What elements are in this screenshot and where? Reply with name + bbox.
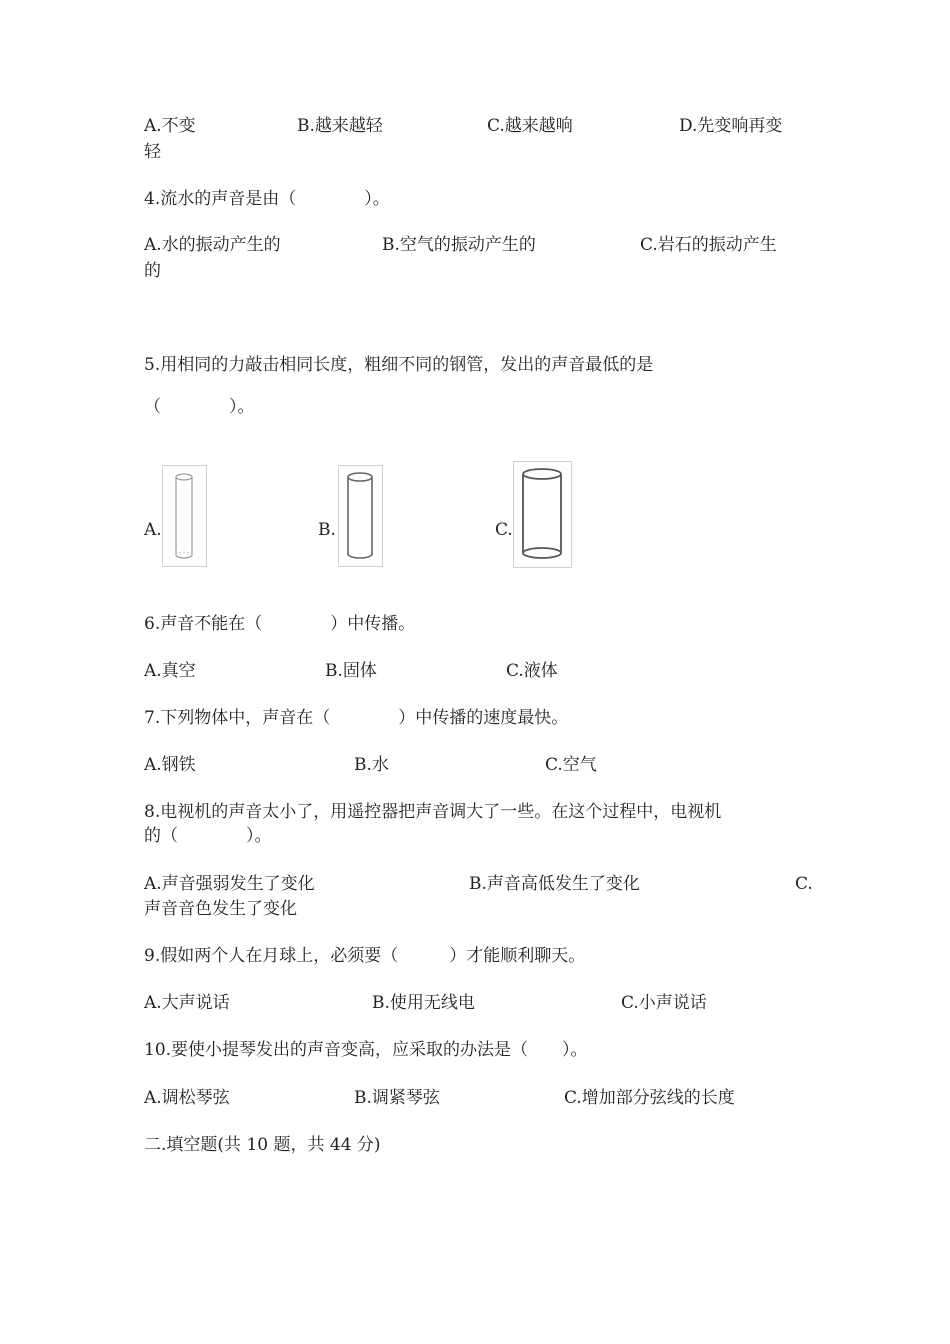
q5-option-b: B. — [318, 520, 336, 540]
section-title-fill-in: 二.填空题(共 10 题，共 44 分) — [144, 1135, 381, 1155]
q6-option-c: C.液体 — [506, 661, 558, 681]
q3-option-d-wrap: 轻 — [144, 142, 161, 162]
q5-stem: 5.用相同的力敲击相同长度，粗细不同的钢管，发出的声音最低的是 — [144, 355, 654, 375]
thin-pipe-icon — [162, 465, 207, 567]
q6-option-a: A.真空 — [144, 661, 196, 681]
q9-option-a: A.大声说话 — [144, 993, 230, 1013]
q10-option-b: B.调紧琴弦 — [354, 1088, 440, 1108]
thick-pipe-icon — [513, 461, 572, 568]
q10-stem: 10.要使小提琴发出的声音变高，应采取的办法是（ ）。 — [144, 1040, 588, 1060]
q8-option-b: B.声音高低发生了变化 — [469, 874, 640, 894]
q6-stem: 6.声音不能在（ ）中传播。 — [144, 614, 416, 634]
q8-option-a: A.声音强弱发生了变化 — [144, 874, 315, 894]
q6-option-b: B.固体 — [325, 661, 377, 681]
q7-option-a: A.钢铁 — [144, 755, 196, 775]
q8-option-c: C. — [795, 874, 813, 894]
q9-stem: 9.假如两个人在月球上，必须要（ ）才能顺利聊天。 — [144, 946, 586, 966]
q8-stem-continued: 的（ ）。 — [144, 826, 272, 846]
q4-option-c: C.岩石的振动产生 — [640, 235, 777, 255]
q8-option-c-wrap: 声音音色发生了变化 — [144, 899, 297, 919]
q9-option-c: C.小声说话 — [621, 993, 707, 1013]
q5-option-c: C. — [495, 520, 513, 540]
q4-option-a: A.水的振动产生的 — [144, 235, 281, 255]
q3-option-c: C.越来越响 — [487, 116, 573, 136]
q4-option-b: B.空气的振动产生的 — [382, 235, 536, 255]
q3-option-d: D.先变响再变 — [679, 116, 783, 136]
q3-option-b: B.越来越轻 — [297, 116, 383, 136]
q3-option-a: A.不变 — [144, 116, 196, 136]
q10-option-a: A.调松琴弦 — [144, 1088, 230, 1108]
q4-stem: 4.流水的声音是由（ ）。 — [144, 189, 390, 209]
q7-option-b: B.水 — [354, 755, 389, 775]
q10-option-c: C.增加部分弦线的长度 — [564, 1088, 735, 1108]
q5-option-a: A. — [144, 520, 162, 540]
medium-pipe-icon — [338, 465, 383, 567]
q7-option-c: C.空气 — [545, 755, 597, 775]
q8-stem: 8.电视机的声音太小了，用遥控器把声音调大了一些。在这个过程中，电视机 — [144, 802, 722, 822]
q5-stem-continued: （ ）。 — [144, 397, 255, 417]
q9-option-b: B.使用无线电 — [372, 993, 475, 1013]
q4-option-c-wrap: 的 — [144, 261, 161, 281]
q7-stem: 7.下列物体中，声音在（ ）中传播的速度最快。 — [144, 708, 569, 728]
